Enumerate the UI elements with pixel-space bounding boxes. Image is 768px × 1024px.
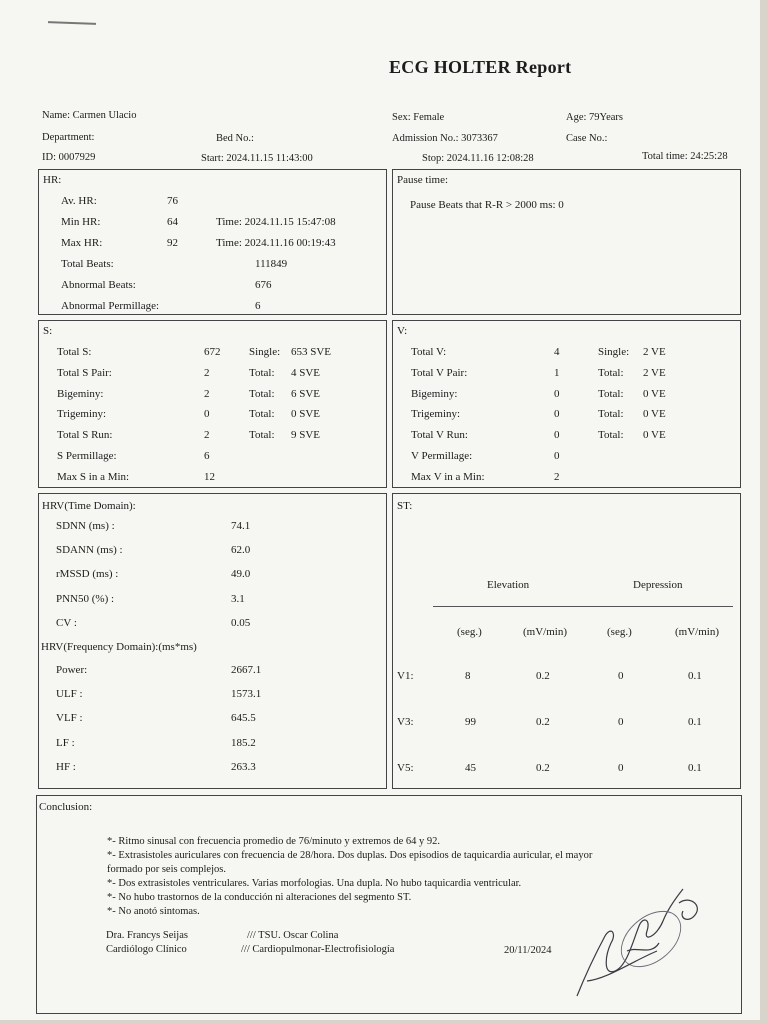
v-row-kind: Total:	[598, 387, 624, 400]
st-elevation-seg: 45	[465, 762, 476, 774]
v-row-kind: Single:	[598, 346, 630, 358]
department-label: Department:	[42, 132, 95, 143]
hrv-freq-heading: HRV(Frequency Domain):(ms*ms)	[41, 641, 197, 653]
s-row-label: S Permillage:	[57, 450, 117, 462]
st-col-dep-mv: (mV/min)	[675, 626, 719, 638]
st-elevation-mv: 0.2	[536, 716, 550, 728]
pen-mark	[48, 21, 96, 25]
pause-beats-text: Pause Beats that R-R > 2000 ms: 0	[410, 199, 564, 211]
conclusion-heading: Conclusion:	[39, 801, 93, 813]
conclusion-text	[107, 835, 592, 919]
patient-age: Age: 79Years	[566, 112, 623, 123]
max-hr-time: Time: 2024.11.16 00:19:43	[216, 237, 336, 249]
technician-name: /// TSU. Oscar Colina	[247, 930, 339, 941]
hrv-time-value: 62.0	[231, 544, 251, 557]
s-row-count: 653 SVE	[291, 346, 332, 358]
patient-name: Name: Carmen Ulacio	[42, 110, 137, 121]
hrv-panel	[38, 493, 387, 789]
av-hr-label: Av. HR:	[61, 195, 97, 207]
s-row-kind: Total:	[249, 366, 275, 379]
abnormal-permillage-value: 6	[255, 300, 261, 312]
v-row-label: Bigeminy:	[411, 387, 458, 400]
hrv-time-value: 0.05	[231, 616, 251, 629]
conclusion-line: *- Extrasistoles auriculares con frecuencia de 28/hora. Dos duplas. Dos episodios de taquicardia auricular, el mayor	[107, 850, 593, 861]
v-row-value: 0	[554, 408, 560, 421]
hrv-time-label: SDANN (ms) :	[56, 544, 123, 557]
hrv-time-value: 74.1	[231, 520, 251, 532]
abnormal-beats-value: 676	[255, 279, 272, 291]
st-panel	[392, 493, 741, 789]
hrv-freq-label: VLF :	[56, 712, 83, 725]
admission-number: Admission No.: 3073367	[392, 133, 498, 144]
st-elevation-mv: 0.2	[536, 762, 550, 774]
s-row-count: 0 SVE	[291, 408, 321, 421]
st-depression-mv: 0.1	[688, 716, 702, 728]
hrv-time-value: 49.0	[231, 568, 251, 581]
st-depression-mv: 0.1	[688, 670, 702, 682]
total-time: Total time: 24:25:28	[642, 151, 728, 162]
case-label: Case No.:	[566, 133, 608, 144]
stop-time: Stop: 2024.11.16 12:08:28	[422, 153, 534, 164]
v-row-count: 0 VE	[643, 387, 666, 400]
v-heading: V:	[397, 325, 408, 337]
min-hr-value: 64	[167, 216, 178, 228]
signature-stamp	[567, 881, 707, 1006]
s-row-value: 6	[204, 450, 210, 462]
st-lead-label: V5:	[397, 762, 414, 774]
st-heading: ST:	[397, 500, 413, 512]
hrv-time-label: SDNN (ms) :	[56, 520, 115, 532]
v-row-count: 0 VE	[643, 429, 666, 442]
st-lead-label: V1:	[397, 670, 414, 682]
patient-sex: Sex: Female	[392, 112, 445, 123]
st-header-divider	[433, 606, 733, 607]
conclusion-line: *- Dos extrasistoles ventriculares. Varias morfologias. Una dupla. No hubo taquicardia ventricular.	[107, 878, 522, 889]
st-depression-seg: 0	[618, 762, 624, 774]
conclusion-line: *- Ritmo sinusal con frecuencia promedio de 76/minuto y extremos de 64 y 92.	[107, 836, 441, 847]
st-col-dep-seg: (seg.)	[607, 626, 632, 638]
hrv-time-value: 3.1	[231, 592, 245, 605]
pause-heading: Pause time:	[397, 174, 449, 186]
hrv-freq-value: 1573.1	[231, 688, 262, 701]
av-hr-value: 76	[167, 195, 178, 207]
conclusion-panel	[36, 795, 742, 1014]
v-row-label: Trigeminy:	[411, 408, 461, 421]
v-row-label: Total V Pair:	[411, 366, 468, 379]
v-row-count: 2 VE	[643, 366, 666, 379]
st-elevation-mv: 0.2	[536, 670, 550, 682]
abnormal-beats-label: Abnormal Beats:	[61, 279, 136, 291]
total-beats-value: 111849	[255, 258, 288, 270]
v-row-value: 1	[554, 366, 560, 379]
s-row-label: Max S in a Min:	[57, 470, 130, 483]
pause-panel	[392, 169, 741, 315]
s-row-label: Total S Pair:	[57, 366, 112, 379]
v-row-count: 0 VE	[643, 408, 666, 421]
v-panel	[392, 320, 741, 488]
s-row-value: 672	[204, 346, 221, 358]
abnormal-permillage-label: Abnormal Permillage:	[61, 300, 160, 312]
doctor-name: Dra. Francys Seijas	[106, 930, 188, 941]
max-hr-value: 92	[167, 237, 178, 249]
s-row-count: 9 SVE	[291, 429, 321, 442]
s-row-label: Total S Run:	[57, 429, 113, 442]
st-depression-label: Depression	[633, 579, 683, 591]
v-row-label: V Permillage:	[411, 450, 473, 462]
patient-id: ID: 0007929	[42, 152, 96, 163]
s-row-count: 6 SVE	[291, 387, 321, 400]
conclusion-line: *- No anotó sintomas.	[107, 906, 200, 917]
report-title: ECG HOLTER Report	[389, 57, 572, 77]
hrv-freq-value: 185.2	[231, 736, 256, 749]
s-row-kind: Single:	[249, 346, 281, 358]
min-hr-label: Min HR:	[61, 216, 101, 228]
s-row-value: 2	[204, 366, 210, 379]
hrv-time-heading: HRV(Time Domain):	[42, 500, 136, 512]
v-row-value: 0	[554, 429, 560, 442]
s-row-value: 0	[204, 408, 210, 421]
v-row-label: Total V:	[411, 346, 447, 358]
s-row-label: Bigeminy:	[57, 387, 104, 400]
st-elevation-seg: 99	[465, 716, 476, 728]
st-col-elev-mv: (mV/min)	[523, 626, 567, 638]
v-row-label: Max V in a Min:	[411, 470, 485, 483]
hrv-freq-label: LF :	[56, 736, 75, 749]
v-row-count: 2 VE	[643, 346, 666, 358]
hrv-freq-value: 2667.1	[231, 664, 262, 676]
hr-heading: HR:	[43, 174, 62, 186]
s-panel	[38, 320, 387, 488]
st-depression-mv: 0.1	[688, 762, 702, 774]
st-col-elev-seg: (seg.)	[457, 626, 482, 638]
hrv-freq-label: Power:	[56, 664, 88, 676]
start-time: Start: 2024.11.15 11:43:00	[201, 153, 313, 164]
conclusion-line: *- No hubo trastornos de la conducción ni alteraciones del segmento ST.	[107, 892, 412, 903]
s-row-label: Total S:	[57, 346, 92, 358]
min-hr-time: Time: 2024.11.15 15:47:08	[216, 216, 336, 228]
s-row-kind: Total:	[249, 408, 275, 421]
s-heading: S:	[43, 325, 53, 337]
st-lead-label: V3:	[397, 716, 414, 728]
v-row-kind: Total:	[598, 429, 624, 442]
hr-panel	[38, 169, 387, 315]
st-depression-seg: 0	[618, 670, 624, 682]
s-row-value: 2	[204, 387, 210, 400]
total-beats-label: Total Beats:	[61, 258, 114, 270]
doctor-title: Cardiólogo Clínico	[106, 944, 187, 955]
hrv-freq-value: 263.3	[231, 760, 256, 773]
st-elevation-label: Elevation	[487, 579, 530, 591]
hrv-freq-label: HF :	[56, 760, 76, 773]
hrv-time-label: PNN50 (%) :	[56, 592, 115, 605]
conclusion-line: formado por seis complejos.	[107, 864, 226, 875]
max-hr-label: Max HR:	[61, 237, 103, 249]
v-row-value: 2	[554, 470, 560, 483]
s-row-label: Trigeminy:	[57, 408, 107, 421]
v-row-kind: Total:	[598, 408, 624, 421]
bed-label: Bed No.:	[216, 133, 254, 144]
s-row-kind: Total:	[249, 387, 275, 400]
v-row-label: Total V Run:	[411, 429, 468, 442]
st-elevation-seg: 8	[465, 670, 471, 682]
v-row-value: 0	[554, 387, 560, 400]
v-row-value: 0	[554, 450, 560, 462]
technician-title: /// Cardiopulmonar-Electrofisiología	[241, 944, 395, 955]
v-row-kind: Total:	[598, 366, 624, 379]
report-date: 20/11/2024	[504, 945, 552, 956]
hrv-time-label: rMSSD (ms) :	[56, 568, 119, 581]
s-row-kind: Total:	[249, 429, 275, 442]
s-row-count: 4 SVE	[291, 366, 321, 379]
hrv-freq-value: 645.5	[231, 712, 256, 725]
hrv-time-label: CV :	[56, 616, 77, 629]
hrv-freq-label: ULF :	[56, 688, 83, 701]
st-depression-seg: 0	[618, 716, 624, 728]
v-row-value: 4	[554, 346, 560, 358]
s-row-value: 2	[204, 429, 210, 442]
s-row-value: 12	[204, 470, 215, 483]
